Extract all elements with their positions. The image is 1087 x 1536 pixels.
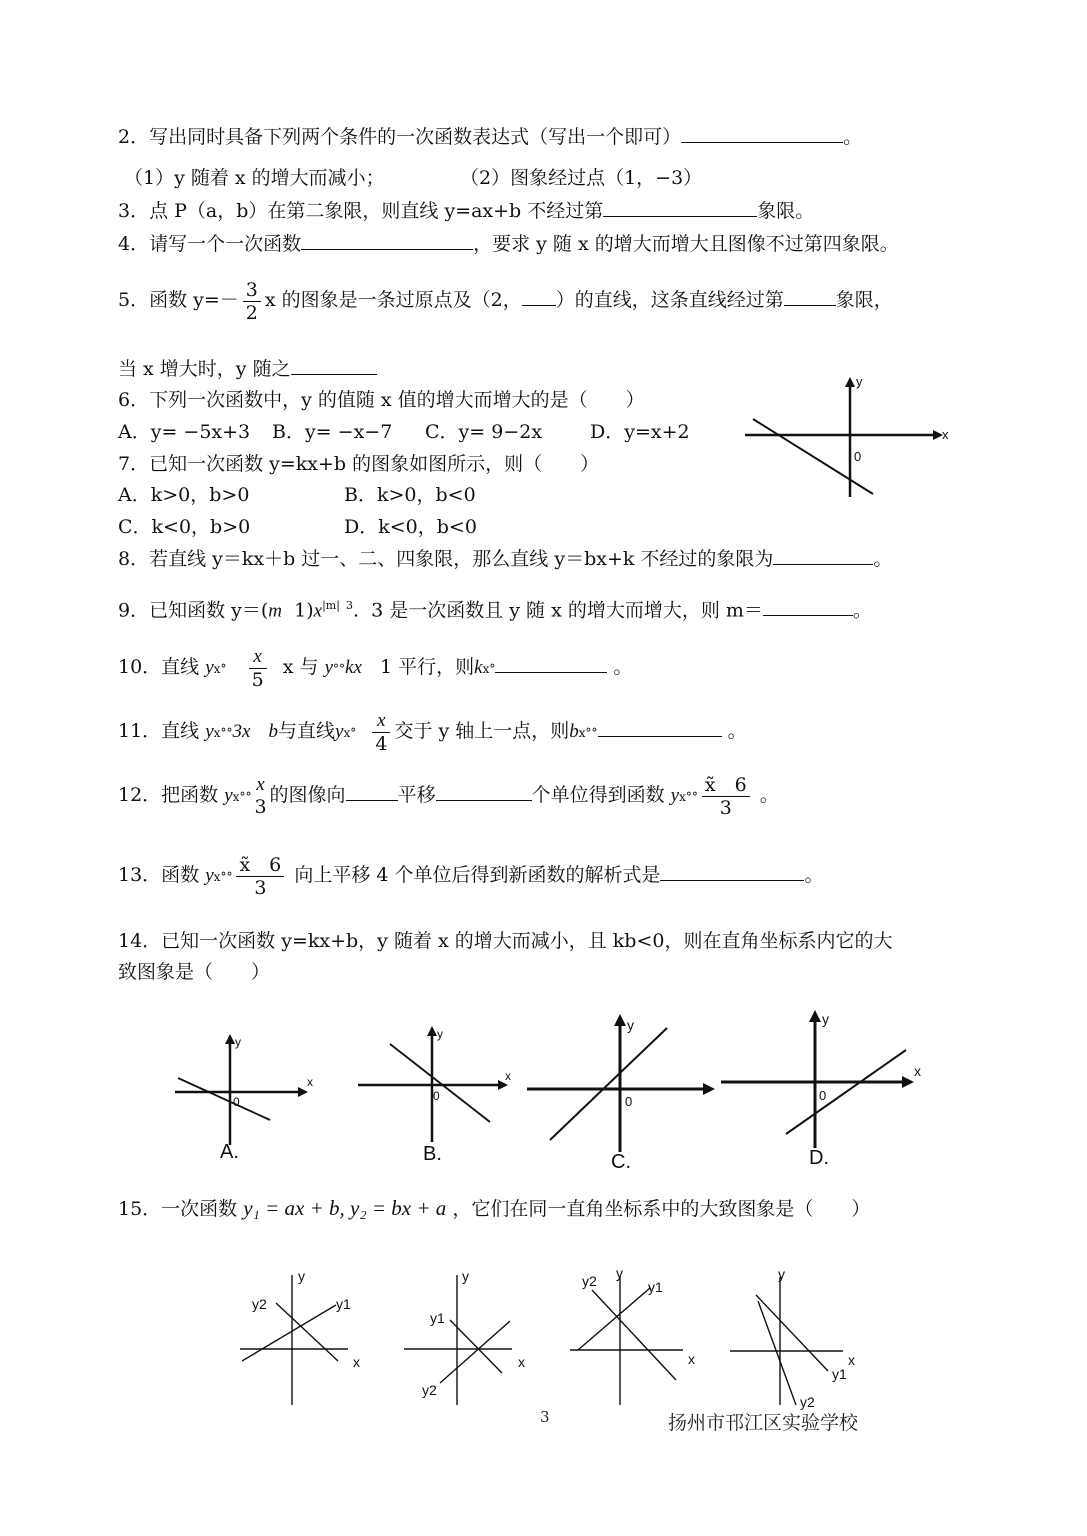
question-5-line2-text: 当 x 增大时，y 随之: [118, 358, 291, 380]
y2-label: y2: [800, 1394, 815, 1410]
question-13: [118, 852, 824, 900]
answer-blank[interactable]: [603, 198, 757, 217]
x-label: x: [914, 1063, 921, 1079]
numerator: 3: [245, 278, 258, 301]
numerator: x̃ 6: [704, 773, 747, 796]
option-label-d[interactable]: D.: [809, 1147, 829, 1169]
y1-label: y1: [832, 1366, 847, 1382]
q15-pre: 15．一次函数: [118, 1198, 238, 1220]
q14-graph-d: [718, 1008, 928, 1168]
question-3-text: 3．点 P（a，b）在第二象限，则直线 y=ax+b 不经过第: [118, 200, 604, 222]
q14-graph-a: [170, 1030, 330, 1165]
function-line: [390, 1044, 490, 1122]
denominator: 5: [249, 668, 267, 691]
y1-label: y1: [430, 1310, 445, 1326]
y-label: y: [822, 1011, 829, 1027]
y-label: y: [778, 1266, 785, 1282]
question-8-text: 8．若直线 y＝kx＋b 过一、二、四象限，那么直线 y＝bx+k 不经过的象限为: [118, 548, 774, 570]
x-label: x: [307, 1075, 313, 1089]
answer-blank[interactable]: [301, 231, 473, 250]
fraction: [236, 854, 284, 899]
var-b: b: [268, 721, 279, 742]
answer-blank[interactable]: [598, 718, 722, 737]
question-9-pre: 9．已知函数 y＝(: [118, 599, 269, 622]
answer-blank[interactable]: [784, 287, 836, 306]
answer-blank[interactable]: [773, 546, 873, 565]
q15-graph-1: [238, 1265, 368, 1410]
question-7: 7．已知一次函数 y=kx+b 的图象如图所示，则（ ）: [118, 453, 600, 475]
y1-label: y1: [336, 1296, 351, 1312]
q7-option-b[interactable]: B．k>0，b<0: [344, 484, 476, 506]
question-2-text: 2．写出同时具备下列两个条件的一次函数表达式（写出一个即可）: [118, 126, 682, 148]
line-y1: [276, 1303, 338, 1361]
question-14-line-2: 致图象是（ ）: [118, 961, 271, 983]
denominator: 2: [243, 301, 261, 324]
numerator: x: [377, 709, 386, 731]
q11-mid2: 交于 y 轴上一点，则: [394, 720, 570, 742]
y-axis-arrow-icon: [427, 1026, 437, 1036]
y2-label: y2: [582, 1273, 597, 1289]
numerator: x: [256, 774, 265, 795]
x-label: x: [518, 1354, 525, 1370]
question-8-end: 。: [873, 548, 893, 570]
q7-option-c[interactable]: C．k<0，b>0: [118, 516, 251, 538]
line-y2: [440, 1321, 510, 1383]
garbled-glyph: x°: [343, 726, 357, 740]
var-y: y: [335, 721, 344, 742]
numerator: x̃ 6: [239, 853, 282, 876]
var-kx: kx: [345, 657, 362, 678]
q10-pre: 10．直线: [118, 656, 200, 678]
x-label: x: [848, 1352, 855, 1368]
var-y: y: [205, 865, 214, 886]
q10-end: 。: [613, 656, 633, 678]
function-line: [786, 1050, 906, 1134]
q6-option-d[interactable]: D．y=x+2: [590, 421, 690, 443]
y-label: y: [856, 374, 863, 389]
y-axis-arrow-icon: [809, 1010, 821, 1022]
q14-graph-b: [355, 1022, 520, 1167]
y-label: y: [627, 1017, 634, 1033]
x-axis-arrow-icon: [902, 1076, 914, 1088]
x-label: x: [353, 1354, 360, 1370]
line-y2: [592, 1290, 676, 1380]
x-axis-arrow-icon: [703, 1083, 715, 1095]
question-5-mid2: ）的直线，这条直线经过第: [555, 289, 784, 311]
school-name: 扬州市邗江区实验学校: [668, 1412, 859, 1434]
question-12: [118, 772, 779, 820]
token: 1): [294, 599, 314, 622]
garbled-glyph: x°°: [213, 726, 233, 740]
q14-graph-c: [525, 1012, 725, 1172]
q15-graph-2: [402, 1265, 532, 1410]
exponent: |m|: [322, 599, 340, 612]
garbled-glyph: x°°: [578, 726, 598, 740]
origin-label: 0: [819, 1088, 827, 1103]
y-label: y: [616, 1265, 623, 1281]
origin-label: 0: [854, 449, 862, 464]
q7-option-a[interactable]: A．k>0，b>0: [118, 484, 250, 506]
answer-blank[interactable]: [436, 782, 532, 801]
garbled-glyph: x°: [213, 662, 227, 676]
q11-pre: 11．直线: [118, 720, 200, 742]
y2-label: y2: [422, 1382, 437, 1398]
q12-mid: 的图像向: [269, 784, 346, 806]
var-m: m: [268, 600, 283, 622]
option-label-c[interactable]: C.: [611, 1151, 631, 1173]
function-line: [550, 1028, 667, 1140]
origin-label: 0: [433, 1089, 440, 1103]
question-15: [118, 1196, 870, 1221]
question-8: [118, 546, 892, 571]
q12-end: 。: [759, 784, 779, 806]
x-label: x: [505, 1069, 511, 1083]
question-5-line-2: [118, 356, 377, 381]
question-4: [118, 231, 899, 256]
q7-option-d[interactable]: D．k<0，b<0: [344, 516, 477, 538]
y-axis-arrow-icon: [614, 1014, 626, 1026]
y-label: y: [462, 1268, 469, 1284]
origin-label: 0: [233, 1095, 240, 1109]
question-9-end: 。: [852, 599, 872, 622]
answer-blank[interactable]: [660, 862, 804, 881]
option-label-b[interactable]: B.: [423, 1143, 442, 1165]
var-3x: 3x: [232, 721, 251, 742]
q6-option-c[interactable]: C．y= 9−2x: [425, 421, 543, 443]
q15-formula: y₁ = ax + b, y₂ = bx + a: [243, 1196, 447, 1220]
x-label: x: [688, 1351, 695, 1367]
fraction: [249, 646, 267, 691]
line-y1: [450, 1320, 502, 1373]
denominator: 3: [236, 876, 284, 899]
var-y: y: [224, 785, 233, 806]
garbled-glyph: °°: [333, 662, 346, 676]
question-5: [118, 276, 893, 324]
question-10: [118, 644, 632, 692]
y2-label: y2: [252, 1296, 267, 1312]
question-11: [118, 708, 747, 756]
y-label: y: [235, 1035, 241, 1049]
option-label-a[interactable]: A.: [220, 1141, 239, 1163]
garbled-glyph: x°°: [679, 790, 698, 804]
question-4-text: 4．请写一个一次函数: [118, 233, 302, 255]
fraction: [251, 774, 269, 818]
q13-end: 。: [804, 864, 824, 886]
q13-pre: 13．函数: [118, 864, 200, 886]
q6-option-b[interactable]: B．y= −x−7: [272, 421, 393, 443]
question-9: [118, 594, 872, 623]
q15-graph-4: [728, 1265, 863, 1413]
origin-label: 0: [625, 1094, 633, 1109]
var-y: y: [324, 657, 334, 678]
question-6: 6．下列一次函数中，y 的值随 x 值的增大而增大的是（ ）: [118, 389, 645, 411]
function-line: [178, 1078, 270, 1120]
answer-blank[interactable]: [522, 287, 556, 306]
token: 3: [345, 599, 353, 612]
q10-one: 1 平行，则: [380, 656, 475, 678]
var-b: b: [569, 721, 579, 742]
q13-mid: 向上平移 4 个单位后得到新函数的解析式是: [294, 864, 661, 886]
q10-mid: x 与: [282, 656, 319, 678]
answer-blank[interactable]: [291, 356, 377, 375]
token: .: [352, 599, 359, 622]
fraction: [702, 774, 750, 819]
answer-blank[interactable]: [681, 124, 843, 143]
var-y: y: [205, 657, 214, 678]
q6-option-a[interactable]: A．y= −5x+3: [118, 421, 251, 443]
denominator: 3: [702, 796, 750, 819]
question-9-mid: 3 是一次函数且 y 随 x 的增大而增大，则 m＝: [371, 599, 763, 622]
y-axis-arrow-icon: [225, 1034, 235, 1044]
answer-blank[interactable]: [495, 654, 607, 673]
punct: 。: [843, 126, 863, 148]
q15-end: ，它们在同一直角坐标系中的大致图象是（ ）: [452, 1198, 871, 1220]
answer-blank[interactable]: [763, 597, 853, 616]
question-14-line-1: 14．已知一次函数 y=kx+b，y 随着 x 的增大而减小，且 kb<0，则在直角坐标系内它的大: [118, 930, 893, 952]
question-2-condition-1: （1）y 随着 x 的增大而减小；: [124, 167, 385, 189]
question-3: [118, 198, 814, 223]
var-y: y: [205, 721, 214, 742]
question-2: [118, 124, 862, 149]
fraction: [372, 710, 390, 755]
q11-mid: 与直线: [278, 720, 336, 742]
q7-graph: [745, 372, 960, 502]
q12-pre: 12．把函数: [118, 784, 219, 806]
y1-label: y1: [648, 1279, 663, 1295]
q12-mid3: 个单位得到函数: [531, 784, 665, 806]
question-3-end: 象限。: [757, 200, 815, 222]
garbled-glyph: x°°: [213, 870, 233, 884]
question-5-end: 象限，: [835, 289, 893, 311]
numerator: x: [253, 645, 262, 667]
page-number: 3: [540, 1408, 550, 1426]
q12-mid2: 平移: [397, 784, 436, 806]
garbled-glyph: x°: [482, 662, 496, 676]
q11-end: 。: [727, 720, 747, 742]
y-label: y: [298, 1268, 305, 1284]
line-y2: [242, 1305, 336, 1361]
var-x: x: [313, 600, 323, 622]
denominator: 3: [254, 796, 267, 818]
garbled-glyph: x°°: [232, 790, 252, 804]
y-label: y: [437, 1027, 443, 1041]
q15-graph-3: [568, 1262, 703, 1410]
answer-blank[interactable]: [346, 782, 398, 801]
question-5-pre: 5．函数 y=－: [118, 289, 239, 311]
var-k: k: [474, 657, 483, 678]
question-2-condition-2: （2）图象经过点（1，−3）: [460, 167, 703, 189]
question-5-mid: x 的图象是一条过原点及（2，: [264, 289, 522, 311]
fraction: [243, 279, 261, 324]
var-y: y: [670, 785, 680, 806]
question-4-end: ，要求 y 随 x 的增大而增大且图像不过第四象限。: [473, 233, 899, 255]
x-label: x: [942, 427, 949, 442]
y-axis-arrow-icon: [845, 377, 855, 387]
denominator: 4: [372, 732, 390, 755]
line-y1: [756, 1295, 828, 1371]
